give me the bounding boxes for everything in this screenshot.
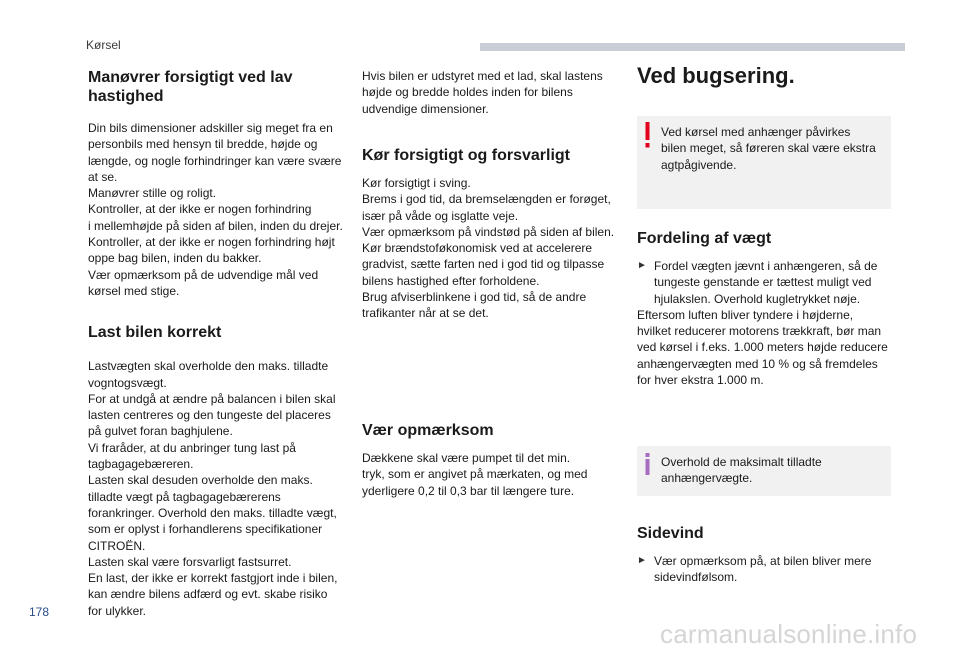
heading-crosswind: Sidevind: [637, 525, 704, 542]
section-towing: [637, 63, 899, 89]
bullet-arrow-icon: ►: [637, 555, 647, 566]
section-careful: [362, 146, 624, 322]
info-box: [637, 446, 891, 496]
heading-weight: Fordeling af vægt: [637, 230, 772, 247]
load-text: Lastvægten skal overholde den maks. tilladte vogntogsvægt. For at undgå at ændre på balancen i bilen skal lasten centreres og den tungeste del placeres på gulvet foran baghjulene. Vi fraråder, at du anbringer tung last på tagbagagebæreren. Lasten skal desuden overholde den maks. tilladte vægt på tagbagagebærerens forankringer. Overhold den maks. tilladte vægt, som er oplyst i forhandlerens specifikationer CITROËN. Lasten skal være forsvarligt fastsurret. En last, der ikke er korrekt fastgjort inde i bilen, kan ændre bilens adfærd og evt. skabe risiko for ulykker.: [88, 359, 338, 618]
page-number: 178: [29, 605, 50, 619]
crosswind-bullet: [637, 553, 899, 586]
warning-box: [637, 116, 891, 209]
heading-attention: Vær opmærksom: [362, 422, 494, 439]
watermark: carmanualsonline.info: [660, 619, 918, 649]
section-crosswind: [637, 524, 899, 586]
maneuver-text: Din bils dimensioner adskiller sig meget fra en personbils med hensyn til bredde, højde og længde, og nogle forhindringer kan være svære at se. Manøvrer stille og roligt. Kontroller, at der ikke er nogen forhindring i mellemhøjde på siden af bilen, inden du drejer. Kontroller, at der ikke er nogen forhindring højt oppe bag bilen, inden du bakker. Vær opmærksom på de udvendige mål ved kørsel med stige.: [88, 121, 343, 298]
column-middle: [362, 68, 624, 117]
header-bar: [480, 43, 905, 51]
attention-text: Dækkene skal være pumpet til det min. tryk, som er angivet på mærkaten, og med yderligere 0,2 til 0,3 bar til længere ture.: [362, 451, 588, 498]
info-icon: [645, 453, 650, 475]
column-left: [88, 68, 350, 619]
heading-careful: Kør forsigtigt og forsvarligt: [362, 147, 570, 164]
bullet-arrow-icon: ►: [637, 260, 647, 271]
heading-towing: Ved bugsering.: [637, 63, 795, 88]
warning-exclamation-icon: [645, 122, 650, 148]
weight-bullet: [637, 258, 899, 307]
section-attention: [362, 421, 624, 499]
section-weight: [637, 229, 899, 388]
warning-text: Ved kørsel med anhænger påvirkes bilen meget, så føreren skal være ekstra agtpågivende.: [661, 125, 876, 172]
weight-bullet-text: Fordel vægten jævnt i anhængeren, så de tungeste genstande er tættest muligt ved hjulakslen. Overhold kugletrykket nøje.: [654, 259, 878, 306]
careful-text: Kør forsigtigt i sving. Brems i god tid, da bremselængden er forøget, især på våde og isglatte veje. Vær opmærksom på vindstød på siden af bilen. Kør brændstoføkonomisk ved at accelerere gradvist, sætte farten ned i god tid og tilpasse bilens hastighed efter forholdene. Brug afviserblinkene i god tid, så de andre trafikanter når at se det.: [362, 176, 615, 321]
section-label: Kørsel: [86, 38, 121, 52]
heading-load: Last bilen korrekt: [88, 324, 222, 342]
weight-text: Eftersom luften bliver tyndere i højderne, hvilket reducerer motorens trækkraft, bør man ved kørsel i f.eks. 1.000 meters højde reducere anhængervægten med 10 % og så fremdeles for hver ekstra 1.000 m.: [637, 307, 888, 388]
crosswind-bullet-text: Vær opmærksom på, at bilen bliver mere sidevindfølsom.: [654, 554, 872, 585]
intro-text: Hvis bilen er udstyret med et lad, skal lastens højde og bredde holdes inden for bilens udvendige dimensioner.: [362, 69, 603, 116]
heading-maneuver: Manøvrer forsigtigt ved lav hastighed: [88, 69, 293, 105]
info-text: Overhold de maksimalt tilladte anhængervægte.: [661, 455, 822, 486]
